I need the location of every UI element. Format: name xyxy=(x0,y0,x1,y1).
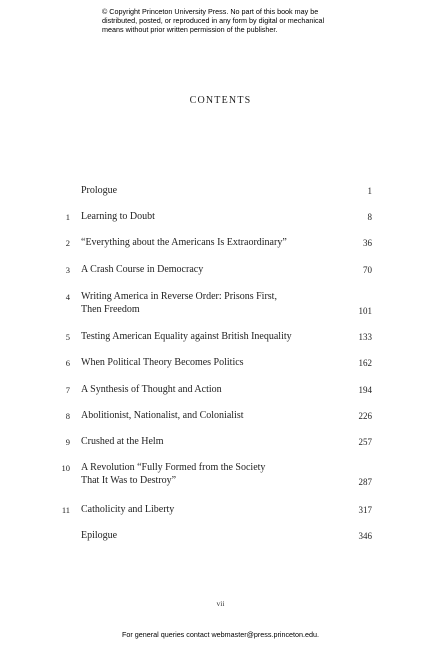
chapter-number: 11 xyxy=(61,505,70,515)
contents-heading: CONTENTS xyxy=(189,95,252,106)
page-ref: 287 xyxy=(358,477,372,487)
chapter-title-line: Crushed at the Helm xyxy=(81,436,164,447)
chapter-number: 5 xyxy=(65,332,70,342)
chapter-number: 8 xyxy=(65,411,70,421)
chapter-number: 6 xyxy=(65,358,70,368)
chapter-title xyxy=(81,290,351,316)
footer-contact: For general queries contact webmaster@press.princeton.edu. xyxy=(121,630,320,639)
page-ref: 162 xyxy=(358,358,372,368)
chapter-title-line: Testing American Equality against British Inequality xyxy=(81,331,292,342)
chapter-number: 3 xyxy=(65,265,70,275)
chapter-title-line: “Everything about the Americans Is Extraordinary” xyxy=(81,237,287,248)
page-ref: 257 xyxy=(358,437,372,447)
chapter-title-line: Then Freedom xyxy=(81,304,140,315)
page-ref: 101 xyxy=(358,306,372,316)
chapter-title xyxy=(81,383,351,396)
chapter-title xyxy=(81,409,351,422)
chapter-title xyxy=(81,330,351,343)
chapter-title-line: Learning to Doubt xyxy=(81,211,155,222)
page-ref: 1 xyxy=(367,186,372,196)
page-ref: 8 xyxy=(367,212,372,222)
chapter-number: 4 xyxy=(65,292,70,302)
page-ref: 36 xyxy=(363,238,372,248)
page-ref: 317 xyxy=(358,505,372,515)
chapter-number: 9 xyxy=(65,437,70,447)
page-ref: 133 xyxy=(358,332,372,342)
page-ref: 70 xyxy=(363,265,372,275)
chapter-number: 2 xyxy=(65,238,70,248)
chapter-title-line: That It Was to Destroy” xyxy=(81,475,177,486)
chapter-title xyxy=(81,529,351,542)
chapter-number: 10 xyxy=(61,463,70,473)
chapter-title-line: Abolitionist, Nationalist, and Colonialist xyxy=(81,410,244,421)
chapter-title-line: When Political Theory Becomes Politics xyxy=(81,357,244,368)
chapter-title xyxy=(81,236,351,249)
copyright-line: distributed, posted, or reproduced in any form by digital or mechanical xyxy=(102,16,325,25)
copyright-line: © Copyright Princeton University Press. No part of this book may be xyxy=(102,7,319,16)
copyright-line: means without prior written permission of the publisher. xyxy=(102,25,278,34)
page-ref: 226 xyxy=(358,411,372,421)
chapter-title xyxy=(81,263,351,276)
chapter-number: 1 xyxy=(65,212,70,222)
chapter-title-line: Prologue xyxy=(81,185,118,196)
chapter-title xyxy=(81,461,351,487)
chapter-title xyxy=(81,184,351,197)
chapter-title-line: Catholicity and Liberty xyxy=(81,504,175,515)
page-number: vii xyxy=(216,599,225,608)
chapter-title xyxy=(81,356,351,369)
chapter-title xyxy=(81,210,351,223)
chapter-title xyxy=(81,503,351,516)
chapter-number: 7 xyxy=(65,385,70,395)
chapter-title xyxy=(81,435,351,448)
chapter-title-line: A Crash Course in Democracy xyxy=(81,264,204,275)
page-ref: 346 xyxy=(358,531,372,541)
chapter-title-line: Writing America in Reverse Order: Prisons First, xyxy=(81,291,277,302)
chapter-title-line: A Synthesis of Thought and Action xyxy=(81,384,222,395)
chapter-title-line: Epilogue xyxy=(81,530,118,541)
page-ref: 194 xyxy=(358,385,372,395)
chapter-title-line: A Revolution “Fully Formed from the Society xyxy=(81,462,266,473)
